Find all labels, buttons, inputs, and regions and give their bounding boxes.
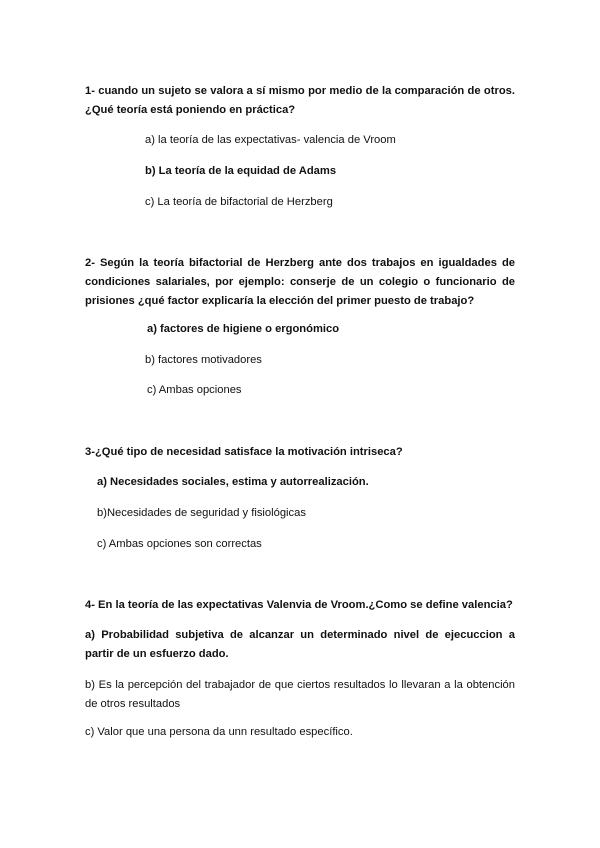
question-3-option-c: c) Ambas opciones son correctas bbox=[97, 538, 262, 550]
question-4: 4- En la teoría de las expectativas Valenvia de Vroom.¿Como se define valencia? bbox=[85, 599, 513, 611]
question-3-option-b: b)Necesidades de seguridad y fisiológicas bbox=[97, 507, 306, 519]
question-4-option-a: a) Probabilidad subjetiva de alcanzar un determinado nivel de ejecuccion a partir de un esfuerzo dado. bbox=[85, 629, 515, 660]
question-1: 1- cuando un sujeto se valora a sí mismo por medio de la comparación de otros. ¿Qué teoría está poniendo en práctica? bbox=[85, 85, 515, 116]
question-1-option-a: a) la teoría de las expectativas- valencia de Vroom bbox=[145, 134, 396, 146]
question-2-option-b: b) factores motivadores bbox=[145, 354, 262, 366]
question-3: 3-¿Qué tipo de necesidad satisface la motivación intriseca? bbox=[85, 446, 403, 458]
question-4-option-c: c) Valor que una persona da unn resultado específico. bbox=[85, 726, 353, 738]
question-1-option-b: b) La teoría de la equidad de Adams bbox=[145, 165, 337, 177]
question-3-option-a: a) Necesidades sociales, estima y autorrealización. bbox=[97, 476, 369, 488]
question-4-option-b: b) Es la percepción del trabajador de que ciertos resultados lo llevaran a la obtención de otros resultados bbox=[85, 679, 515, 710]
question-1-option-c: c) La teoría de bifactorial de Herzberg bbox=[145, 196, 333, 208]
question-2-option-c: c) Ambas opciones bbox=[147, 384, 242, 396]
question-2: 2- Según la teoría bifactorial de Herzberg ante dos trabajos en igualdades de condiciones salariales, por ejemplo: conserje de un colegio o funcionario de prisiones ¿qué factor explicaría la elección del primer puesto de trabajo? bbox=[85, 257, 515, 307]
question-2-option-a: a) factores de higiene o ergonómico bbox=[147, 323, 340, 335]
